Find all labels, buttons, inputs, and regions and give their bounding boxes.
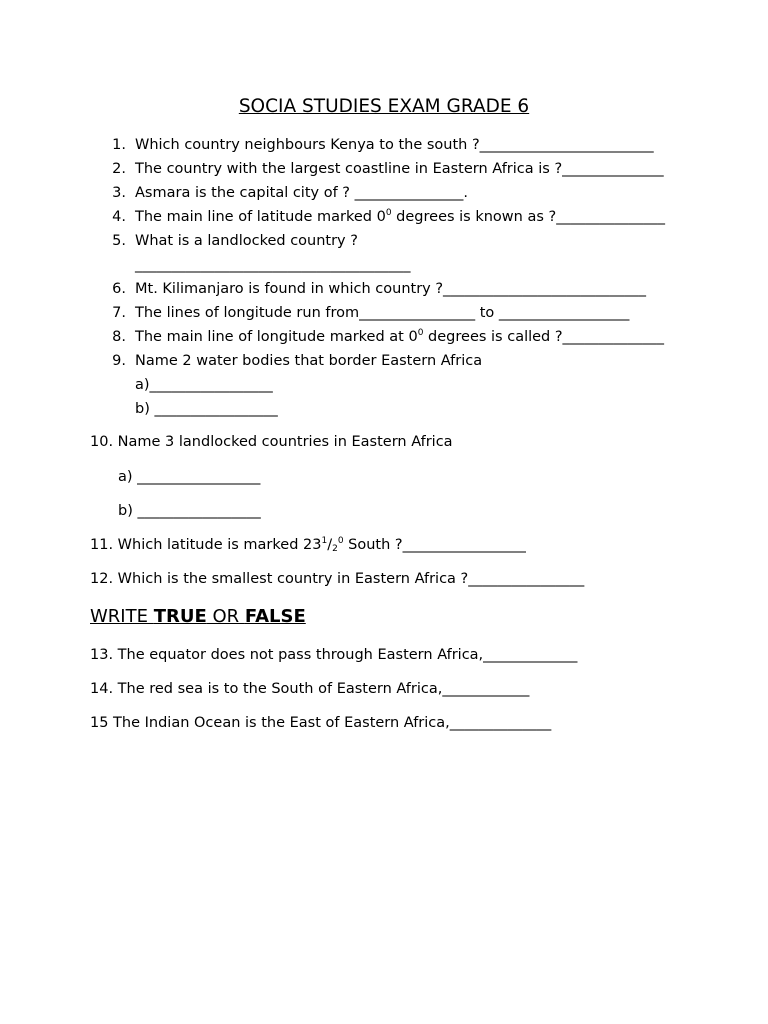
question-8: The main line of longitude marked at $0^0$ degrees is called ?______________: [135, 328, 665, 345]
question-2: The country with the largest coastline in Eastern Africa is ?______________: [135, 161, 664, 177]
question-3: Asmara is the capital city of ? _______________.: [135, 185, 468, 201]
question-6: Mt. Kilimanjaro is found in which country ?____________________________: [135, 281, 647, 297]
question-9-answer-a: a)_________________: [135, 377, 273, 393]
question-9: Name 2 water bodies that border Eastern Africa: [135, 353, 483, 369]
question-8-number: 8.: [112, 329, 126, 345]
true-false-heading: WRITE TRUE OR FALSE: [90, 606, 306, 627]
exam-title: SOCIA STUDIES EXAM GRADE 6: [238, 96, 530, 117]
question-4: The main line of latitude marked $0^0$ degrees is known as ?_______________: [135, 208, 665, 225]
question-7-number: 7.: [112, 305, 126, 321]
question-10-answer-b: b) _________________: [118, 503, 261, 519]
question-15: 15 The Indian Ocean is the East of Eastern Africa,______________: [90, 715, 552, 731]
question-3-number: 3.: [112, 185, 126, 201]
question-10-answer-a: a) _________________: [118, 469, 261, 485]
question-4-number: 4.: [112, 209, 126, 225]
question-6-number: 6.: [112, 281, 126, 297]
question-2-number: 2.: [112, 161, 126, 177]
question-1-number: 1.: [112, 137, 126, 153]
question-5-answer-line: ______________________________________: [135, 257, 411, 273]
question-13: 13. The equator does not pass through Eastern Africa,_____________: [90, 647, 578, 663]
question-5: What is a landlocked country ?: [135, 233, 358, 249]
question-10: 10. Name 3 landlocked countries in Eastern Africa: [90, 434, 453, 450]
question-9-number: 9.: [112, 353, 126, 369]
question-1: Which country neighbours Kenya to the south ?________________________: [135, 137, 654, 153]
question-12: 12. Which is the smallest country in Eastern Africa ?________________: [90, 571, 585, 587]
question-9-answer-b: b) _________________: [135, 401, 278, 417]
question-5-number: 5.: [112, 233, 126, 249]
question-7: The lines of longitude run from________________ to __________________: [135, 305, 630, 321]
question-14: 14. The red sea is to the South of Eastern Africa,____________: [90, 681, 530, 697]
question-11: 11. Which latitude is marked $23^1/_2^0$ South ?_________________: [90, 536, 526, 554]
